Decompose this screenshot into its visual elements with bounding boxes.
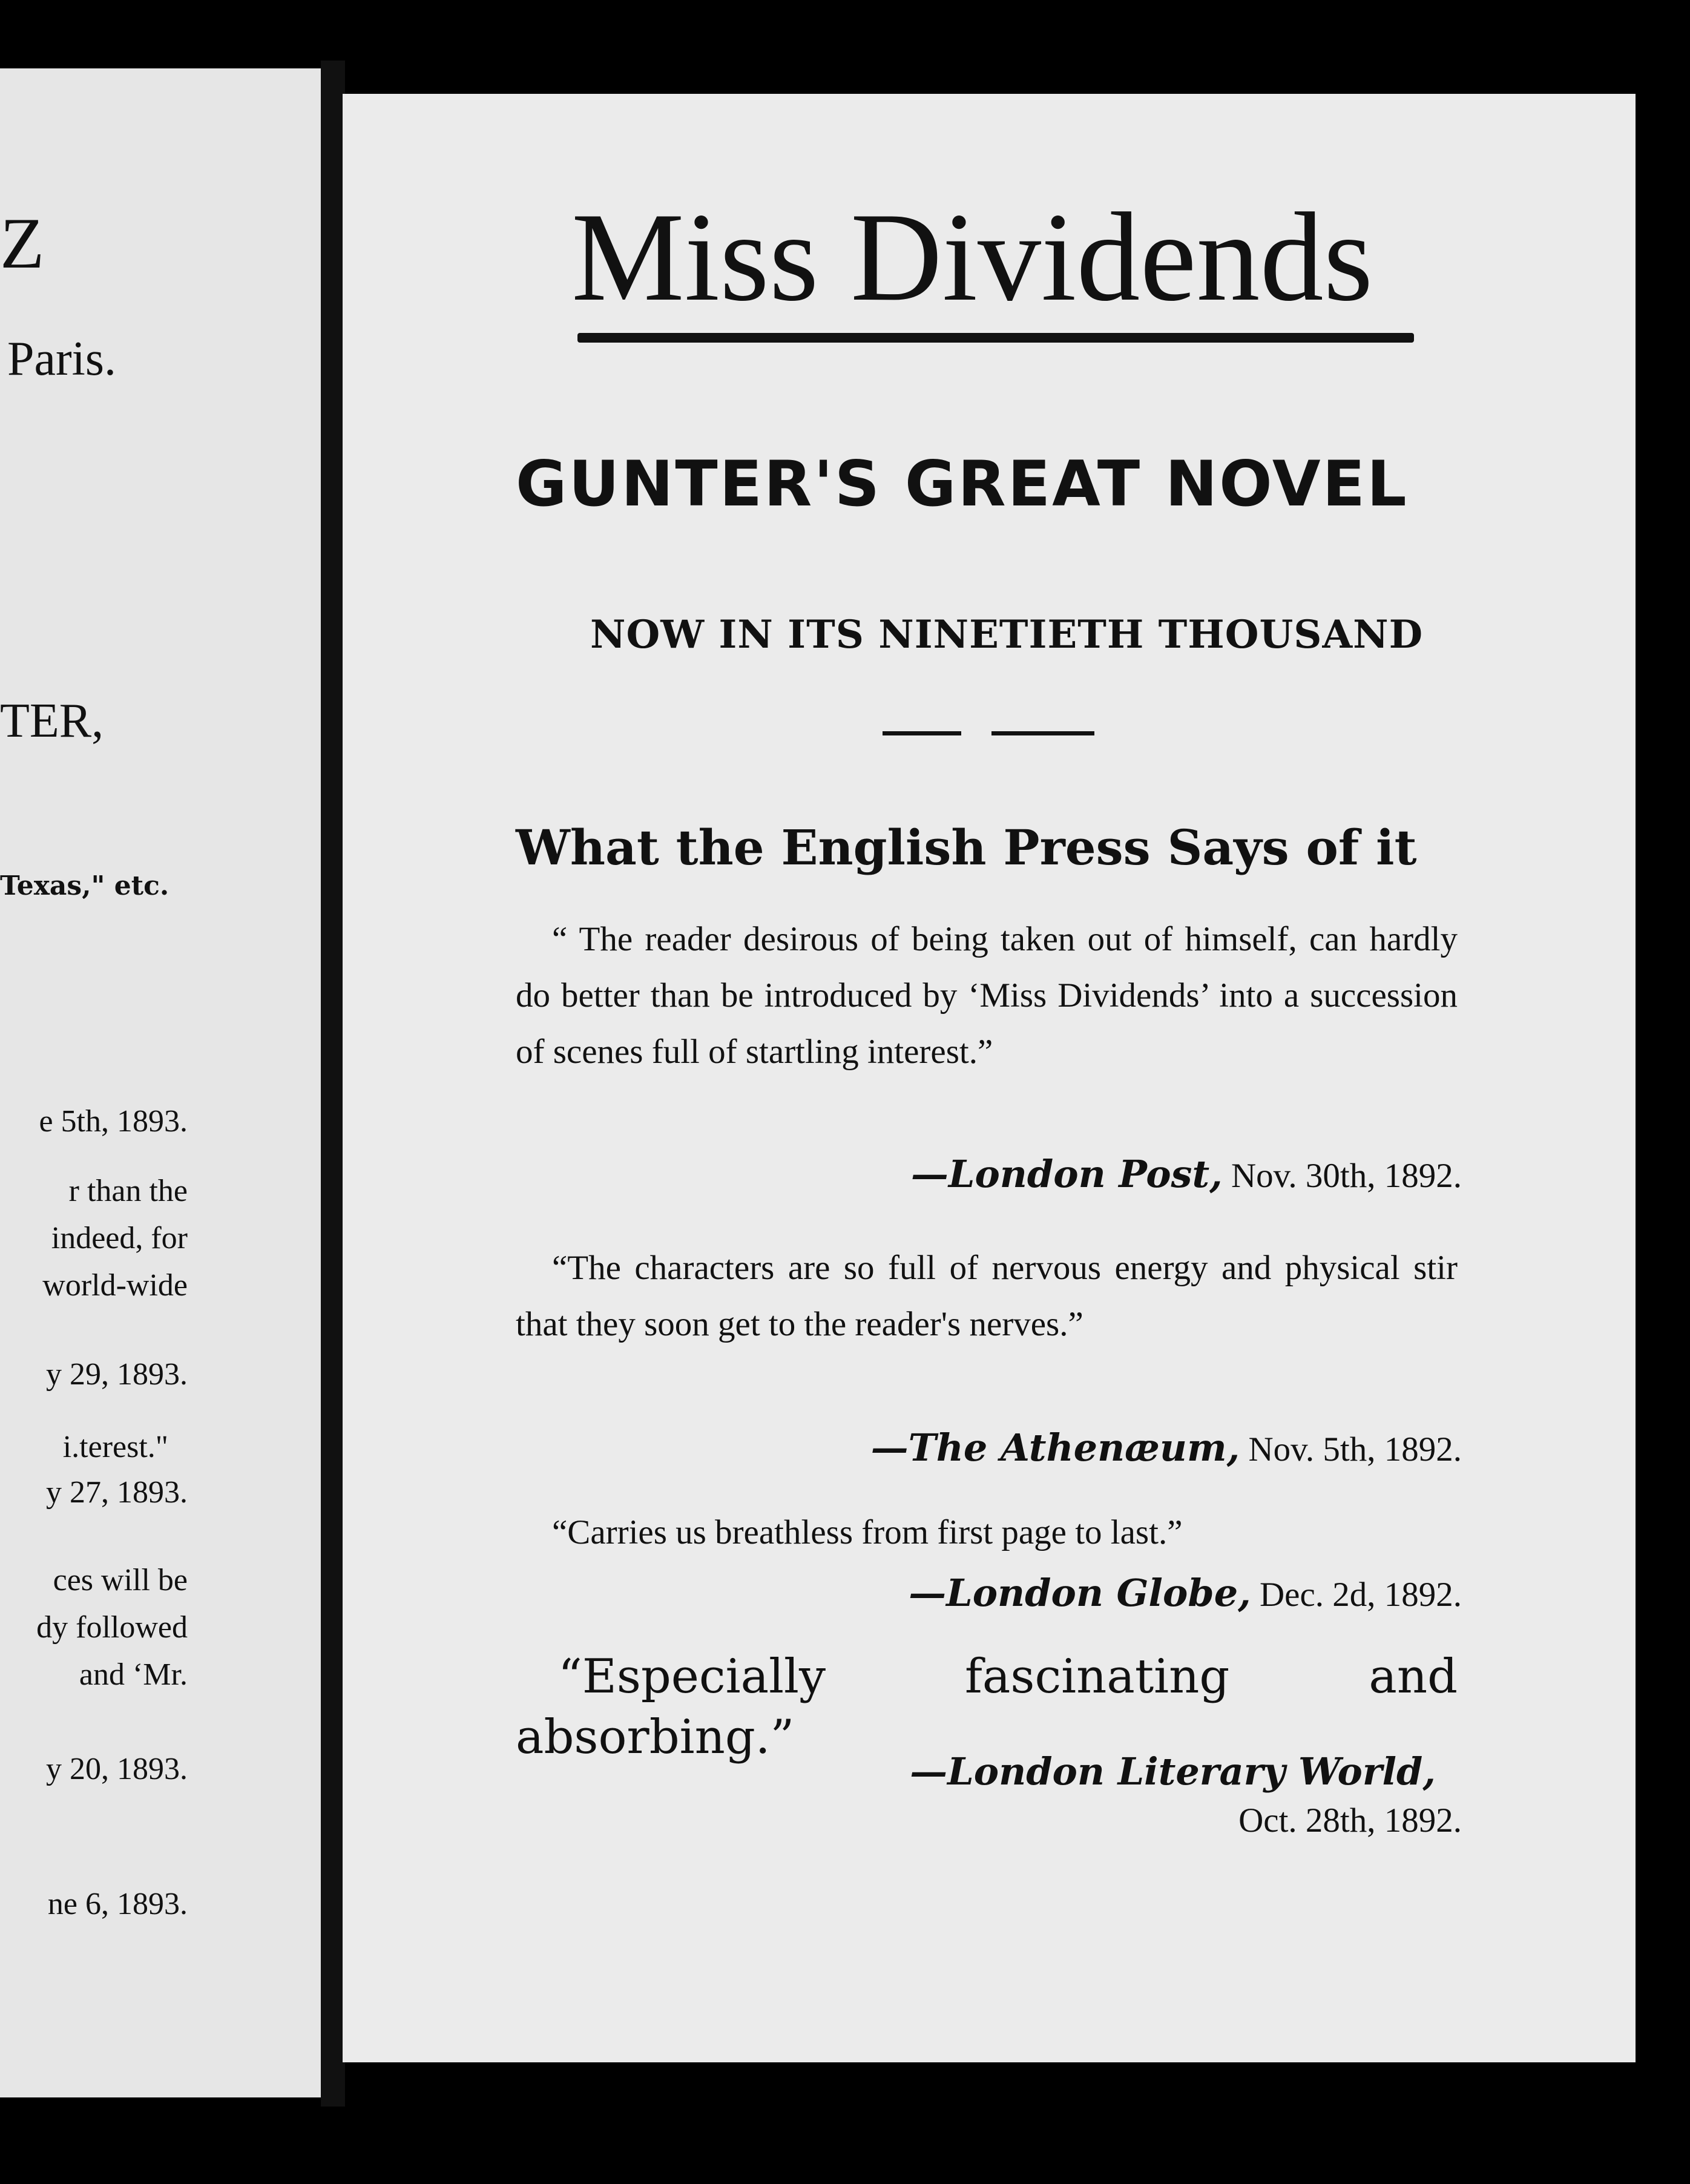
left-fragment: and ‘Mr. — [79, 1657, 188, 1692]
review-date: Dec. 2d, 1892. — [1259, 1576, 1462, 1614]
left-page — [0, 68, 327, 2097]
left-fragment: ces will be — [53, 1563, 188, 1597]
tagline: NOW IN ITS NINETIETH THOUSAND — [590, 612, 1424, 657]
review-quote: “Especially fascinating and absorbing.” — [516, 1650, 1458, 1765]
review-source: —London Globe, — [909, 1571, 1251, 1615]
section-heading: What the English Press Says of it — [516, 819, 1417, 876]
left-fragment: dy followed — [36, 1610, 188, 1645]
page-title: Miss Dividends — [571, 187, 1373, 327]
review-quote: “Carries us breathless from first page to last.” — [552, 1513, 1183, 1551]
left-fragment: ne 6, 1893. — [47, 1887, 188, 1921]
left-fragment: e 5th, 1893. — [39, 1104, 188, 1139]
review-date: Nov. 5th, 1892. — [1248, 1430, 1462, 1469]
left-fragment: y 29, 1893. — [46, 1357, 188, 1392]
review-date: Oct. 28th, 1892. — [1238, 1801, 1462, 1840]
review-source: —The Athenæum, — [870, 1426, 1240, 1470]
subtitle: GUNTER'S GREAT NOVEL — [516, 448, 1409, 521]
left-fragment: Z — [0, 203, 45, 283]
review-source: —London Post, — [910, 1152, 1223, 1196]
divider-dash — [883, 731, 961, 735]
review-attribution — [871, 1426, 1462, 1470]
review-date-line — [1238, 1801, 1462, 1840]
right-page — [343, 94, 1636, 2062]
book-gutter — [321, 61, 345, 2107]
left-fragment: Texas," etc. — [0, 870, 169, 901]
review-quote: “ The reader desirous of being taken out of himself, can hardly do better than be introduced by ‘Miss Dividends’ into a succession of scenes full of startling interest.” — [516, 920, 1458, 1071]
left-fragment: y 27, 1893. — [46, 1475, 188, 1510]
left-fragment: i.terest." — [62, 1430, 168, 1464]
review-quote: “The characters are so full of nervous energy and physical stir that they soon get to the reader's nerves.” — [516, 1249, 1458, 1343]
divider-dash — [991, 731, 1094, 735]
review-date: Nov. 30th, 1892. — [1231, 1157, 1462, 1195]
review-attribution — [911, 1152, 1462, 1196]
left-fragment: Paris. — [7, 332, 116, 386]
title-rule — [577, 333, 1414, 343]
left-fragment: r than the — [68, 1174, 188, 1208]
left-fragment: indeed, for — [51, 1221, 188, 1255]
left-fragment: world-wide — [42, 1268, 188, 1303]
review-attribution — [910, 1749, 1436, 1794]
left-fragment: TER, — [0, 694, 104, 748]
review-attribution — [909, 1571, 1462, 1615]
review-source: —London Literary World, — [910, 1749, 1436, 1794]
left-fragment: y 20, 1893. — [46, 1752, 188, 1786]
